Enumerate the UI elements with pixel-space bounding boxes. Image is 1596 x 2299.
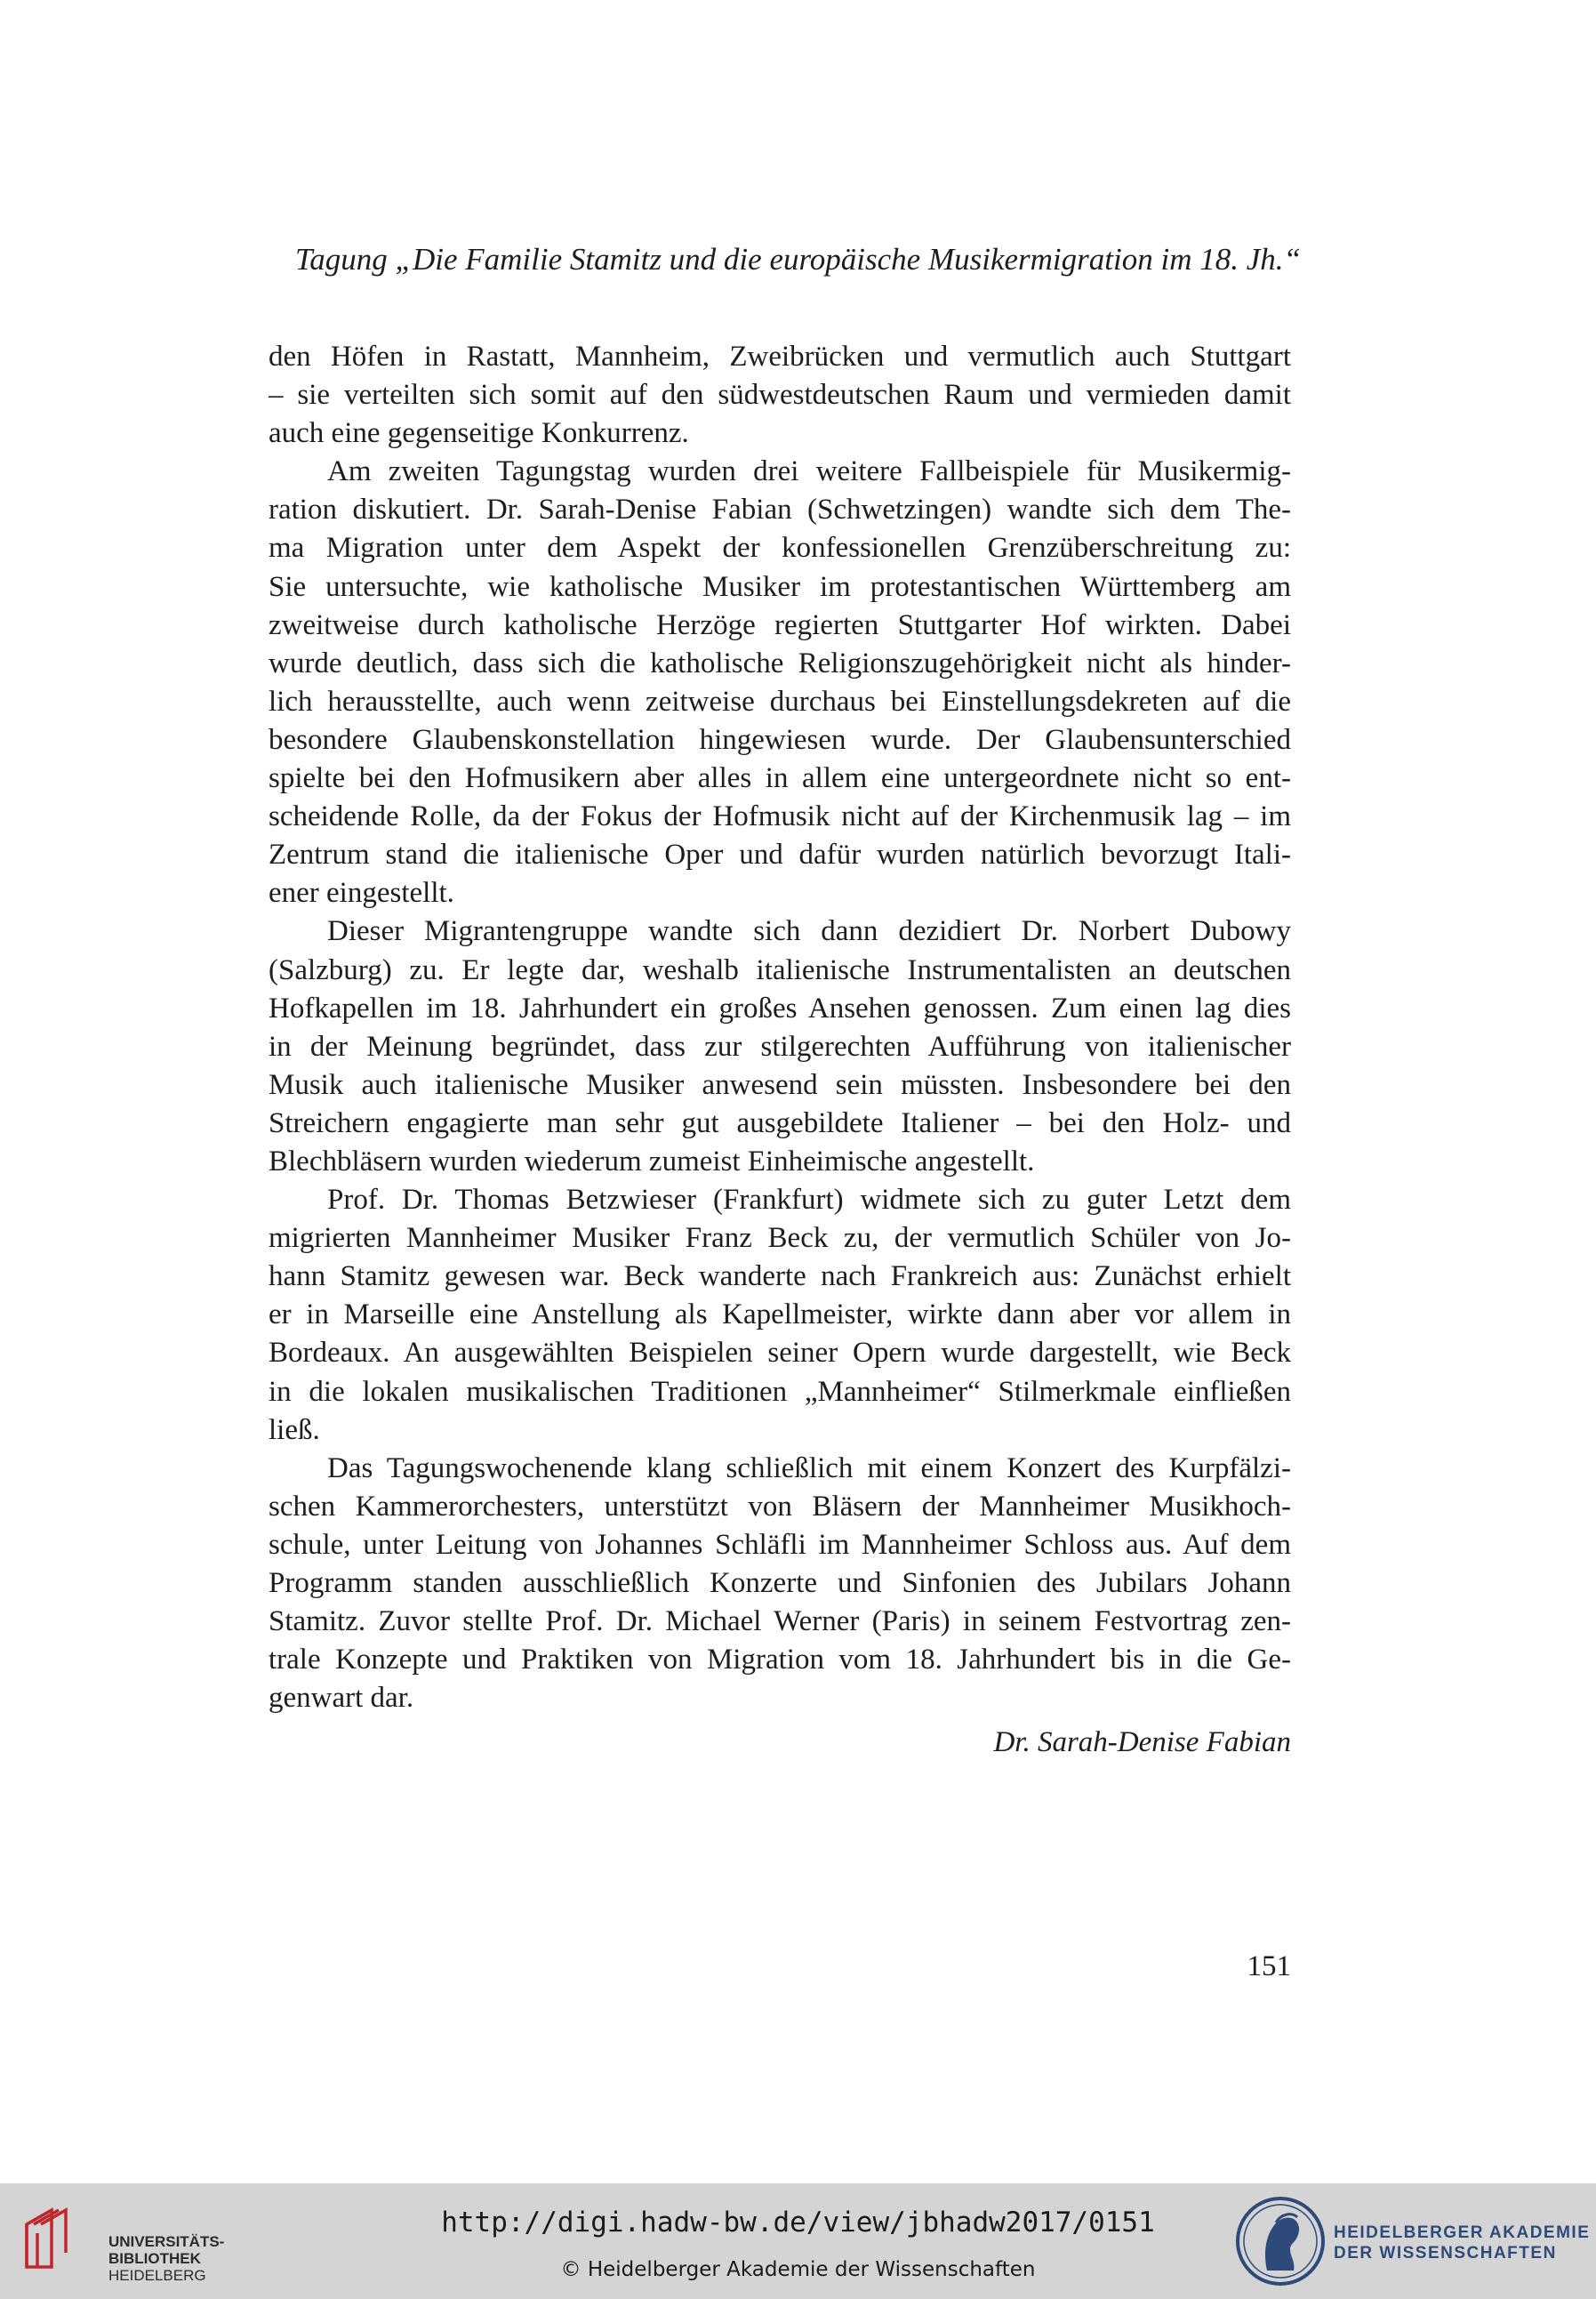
running-head: Tagung „Die Familie Stamitz und die europäische Musikermigration im 18. Jh.“: [295, 242, 1301, 277]
body-line: wurde deutlich, dass sich die katholische Religionszugehörigkeit nicht als hinder-: [269, 647, 1291, 679]
body-line: Zentrum stand die italienische Oper und dafür wurden natürlich bevorzugt Itali-: [269, 839, 1291, 872]
body-line: ration diskutiert. Dr. Sarah-Denise Fabian (Schwetzingen) wandte sich dem The-: [269, 494, 1291, 527]
body-line: er in Marseille eine Anstellung als Kapellmeister, wirkte dann aber vor allem in: [269, 1298, 1291, 1331]
body-line: migrierten Mannheimer Musiker Franz Beck zu, der vermutlich Schüler von Jo-: [269, 1222, 1291, 1255]
library-logo-text: UNIVERSITÄTS- BIBLIOTHEK HEIDELBERG: [108, 2233, 225, 2284]
copyright-notice: © Heidelberger Akademie der Wissenschaften: [560, 2258, 1036, 2281]
body-line: zweitweise durch katholische Herzöge regierten Stuttgarter Hof wirkten. Dabei: [269, 608, 1291, 641]
body-line: Prof. Dr. Thomas Betzwieser (Frankfurt) widmete sich zu guter Letzt dem: [327, 1184, 1291, 1217]
author-signature: Dr. Sarah-Denise Fabian: [993, 1726, 1291, 1758]
body-line: den Höfen in Rastatt, Mannheim, Zweibrücken und vermutlich auch Stuttgart: [269, 341, 1291, 373]
body-line: Blechbläsern wurden wiederum zumeist Einheimische angestellt.: [269, 1145, 1035, 1178]
body-line: Stamitz. Zuvor stellte Prof. Dr. Michael Werner (Paris) in seinem Festvortrag zen-: [269, 1605, 1291, 1638]
body-line: lich herausstellte, auch wenn zeitweise durchaus bei Einstellungsdekreten auf die: [269, 685, 1291, 718]
digitization-footer: [0, 2183, 1596, 2299]
body-line: ma Migration unter dem Aspekt der konfessionellen Grenzüberschreitung zu:: [269, 532, 1291, 565]
body-line: Am zweiten Tagungstag wurden drei weitere Fallbeispiele für Musikermig-: [327, 455, 1291, 488]
body-line: trale Konzepte und Praktiken von Migration vom 18. Jahrhundert bis in die Ge-: [269, 1644, 1291, 1676]
body-line: Dieser Migrantengruppe wandte sich dann dezidiert Dr. Norbert Dubowy: [327, 915, 1291, 948]
body-line: besondere Glaubenskonstellation hingewiesen wurde. Der Glaubensunterschied: [269, 723, 1291, 756]
body-line: – sie verteilten sich somit auf den südwestdeutschen Raum und vermieden damit: [269, 379, 1291, 412]
body-line: Das Tagungswochenende klang schließlich mit einem Konzert des Kurpfälzi-: [327, 1451, 1291, 1484]
academy-seal-icon[interactable]: [1231, 2192, 1329, 2290]
body-line: Streichern engagierte man sehr gut ausgebildete Italiener – bei den Holz- und: [269, 1106, 1291, 1139]
body-line: genwart dar.: [269, 1682, 414, 1715]
academy-logo-text: HEIDELBERGER AKADEMIE DER WISSENSCHAFTEN: [1334, 2223, 1591, 2263]
body-line: ließ.: [269, 1413, 320, 1446]
body-line: (Salzburg) zu. Er legte dar, weshalb italienische Instrumentalisten an deutschen: [269, 953, 1291, 986]
body-line: Sie untersuchte, wie katholische Musiker im protestantischen Württemberg am: [269, 570, 1291, 603]
body-line: in der Meinung begründet, dass zur stilgerechten Aufführung von italienischer: [269, 1030, 1291, 1063]
body-line: ener eingestellt.: [269, 877, 454, 910]
body-line: Bordeaux. An ausgewählten Beispielen seiner Opern wurde dargestellt, wie Beck: [269, 1337, 1291, 1370]
body-line: Programm standen ausschließlich Konzerte und Sinfonien des Jubilars Johann: [269, 1567, 1291, 1599]
body-line: Hofkapellen im 18. Jahrhundert ein großes Ansehen genossen. Zum einen lag dies: [269, 992, 1291, 1025]
body-line: schen Kammerorchesters, unterstützt von Bläsern der Mannheimer Musikhoch-: [269, 1490, 1291, 1523]
body-line: schule, unter Leitung von Johannes Schläfli im Mannheimer Schloss aus. Auf dem: [269, 1528, 1291, 1561]
body-line: in die lokalen musikalischen Traditionen „Mannheimer“ Stilmerkmale einfließen: [269, 1375, 1291, 1408]
body-line: spielte bei den Hofmusikern aber alles in allem eine untergeordnete nicht so ent-: [269, 762, 1291, 795]
article-body: [269, 338, 1291, 1717]
body-line: Musik auch italienische Musiker anwesend sein müssten. Insbesondere bei den: [269, 1068, 1291, 1101]
body-line: scheidende Rolle, da der Fokus der Hofmusik nicht auf der Kirchenmusik lag – im: [269, 800, 1291, 833]
page-number: 151: [1247, 1950, 1291, 1982]
permalink-url[interactable]: http://digi.hadw-bw.de/view/jbhadw2017/0151: [441, 2207, 1155, 2239]
body-line: auch eine gegenseitige Konkurrenz.: [269, 417, 689, 450]
body-line: hann Stamitz gewesen war. Beck wanderte nach Frankreich aus: Zunächst erhielt: [269, 1260, 1291, 1293]
